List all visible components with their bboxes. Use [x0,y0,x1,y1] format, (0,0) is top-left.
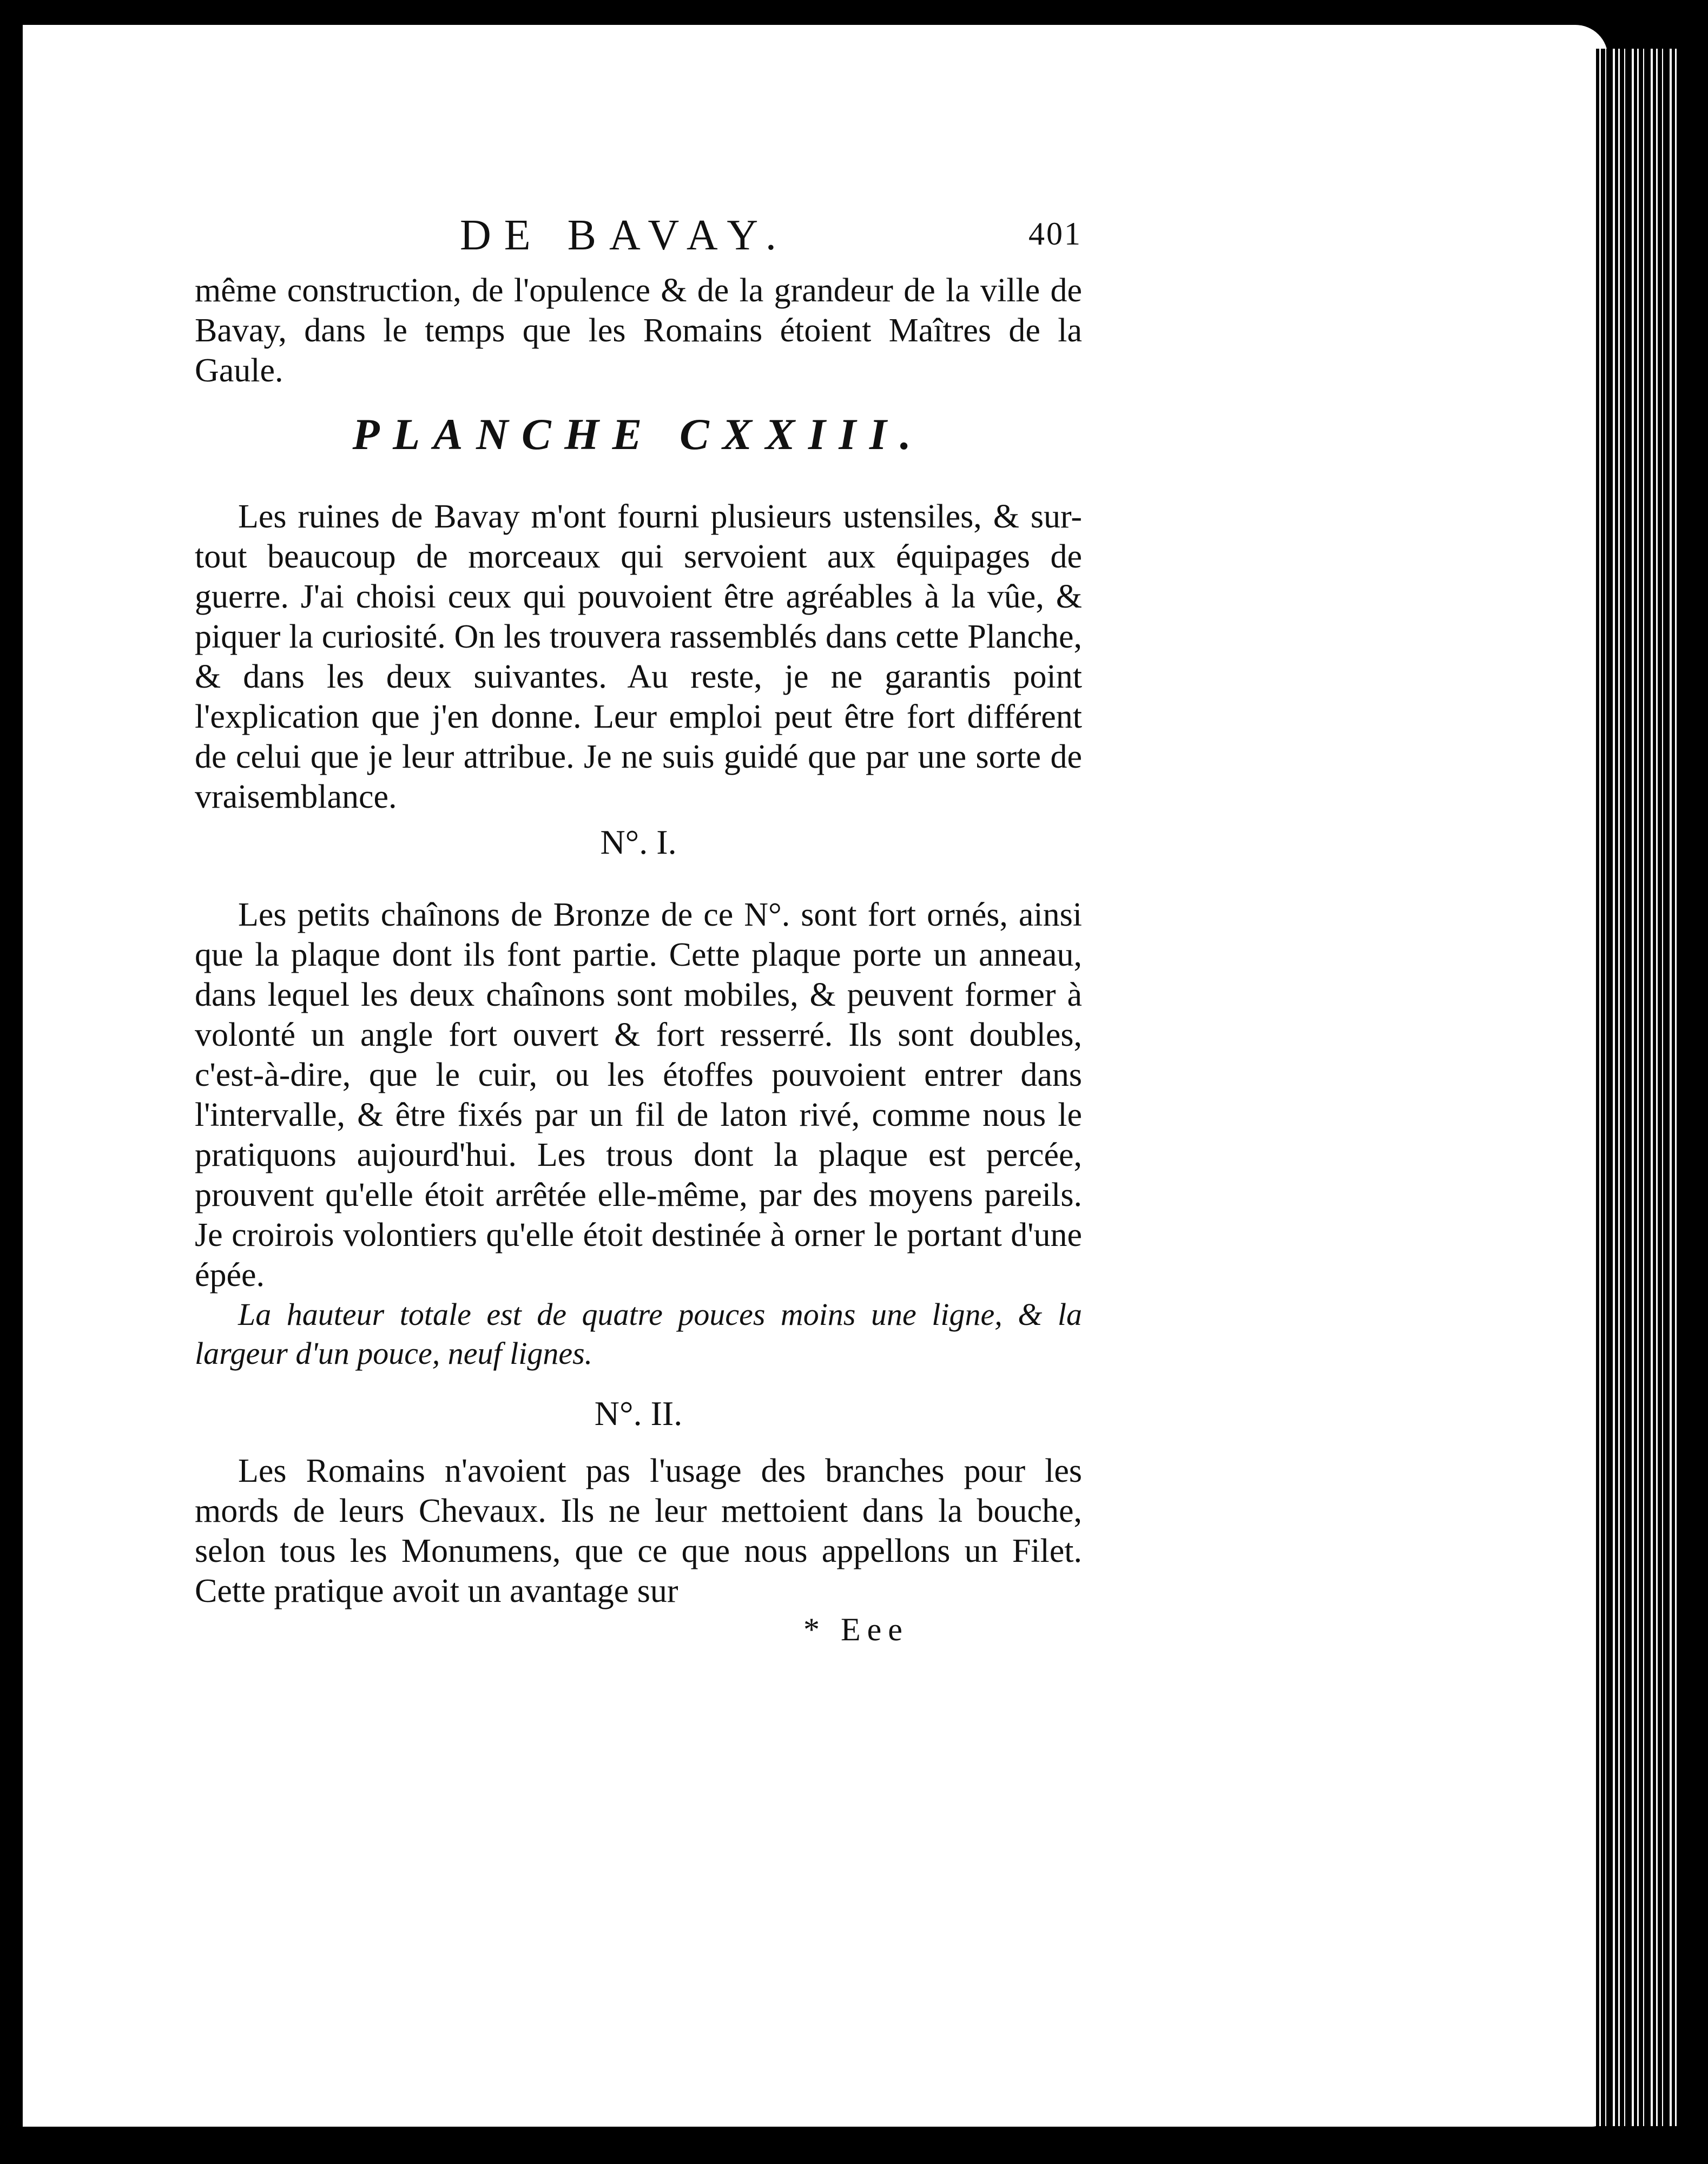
no1-paragraph: Les petits chaînons de Bronze de ce N°. sont fort ornés, ainsi que la plaque dont ils font partie. Cette plaque porte un anneau, dans lequel les deux chaînons sont mobiles, & peuvent former à volonté un angle fort ouvert & fort resserré. Ils sont doubles, c'est-à-dire, que le cuir, ou les étoffes pouvoient entrer dans l'intervalle, & être fixés par un fil de laton rivé, comme nous le pratiquons aujourd'hui. Les trous dont la plaque est percée, prouvent qu'elle étoit arrêtée elle-même, par des moyens pareils. Je croirois volontiers qu'elle étoit destinée à orner le portant d'une épée. [195,896,1082,1294]
no1-dimensions-note: La hauteur totale est de quatre pouces moins une ligne, & la largeur d'un pouce, neuf lignes. [195,1297,1082,1371]
running-head [195,211,1082,270]
running-head-title: DE BAVAY. [460,212,789,259]
page-number: 401 [1028,216,1082,252]
section-heading-no1: N°. I. [600,823,677,861]
no2-paragraph: Les Romains n'avoient pas l'usage des branches pour les mords de leurs Chevaux. Ils ne leur mettoient dans la bouche, selon tous les Monumens, que ce que nous appellons un Filet. Cette pratique avoit un avantage sur [195,1453,1082,1609]
scan-border [1677,0,1708,2164]
signature-text: * Eee [803,1612,909,1647]
signature-mark [195,1611,1082,1649]
intro-paragraph: Les ruines de Bavay m'ont fourni plusieurs ustensiles, & sur-tout beaucoup de morceaux qui servoient aux équipages de guerre. J'ai choisi ceux qui pouvoient être agréables à la vûe, & piquer la curiosité. On les trouvera rassemblés dans cette Planche, & dans les deux suivantes. Au reste, je ne garantis point l'explication que j'en donne. Leur emploi peut être fort différent de celui que je leur attribue. Je ne suis guidé que par une sorte de vraisemblance. [195,498,1082,815]
opening-paragraph: même construction, de l'opulence & de la grandeur de la ville de Bavay, dans le temps que les Romains étoient Maîtres de la Gaule. [195,272,1082,389]
plate-heading: PLANCHE CXXIII. [352,410,925,459]
section-heading-no2: N°. II. [594,1394,683,1433]
page-content [195,211,1082,1649]
